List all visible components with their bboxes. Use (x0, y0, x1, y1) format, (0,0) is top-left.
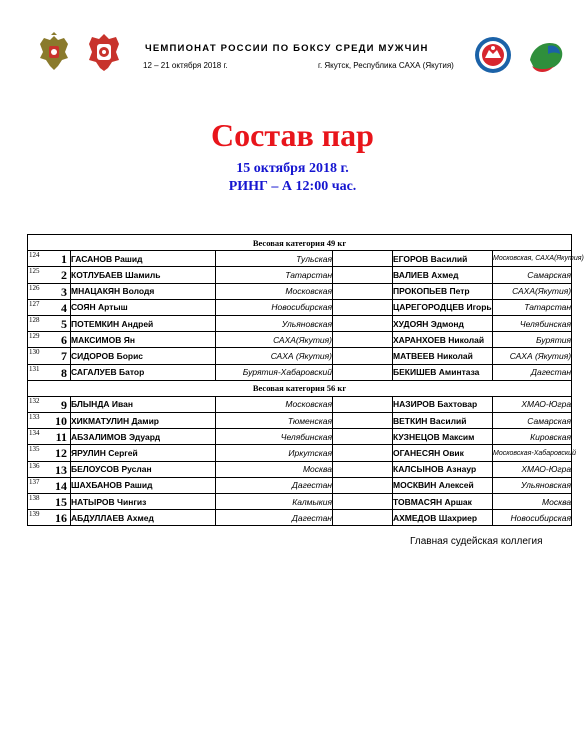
championship-place: г. Якутск, Республика САХА (Якутия) (318, 61, 454, 70)
bout-separator (333, 477, 393, 493)
bout-number-cell (28, 267, 71, 283)
bout-index: 135 (29, 445, 40, 454)
bout-row (28, 413, 572, 429)
bout-number: 2 (61, 268, 67, 283)
bout-index: 126 (29, 283, 40, 292)
red-corner-region: Дагестан (216, 510, 333, 526)
red-corner-boxer: БЕЛОУСОВ Руслан (71, 461, 216, 477)
bout-separator (333, 332, 393, 348)
bout-number: 14 (55, 478, 67, 493)
blue-corner-boxer: ВЕТКИН Василий (393, 413, 493, 429)
bout-index: 128 (29, 315, 40, 324)
red-corner-region: Тульская (216, 251, 333, 267)
blue-corner-boxer: ТОВМАСЯН Аршак (393, 494, 493, 510)
bout-number-cell (28, 461, 71, 477)
bout-row (28, 364, 572, 380)
bout-separator (333, 299, 393, 315)
bout-index: 131 (29, 364, 40, 373)
ring-time: РИНГ – А 12:00 час. (228, 179, 357, 194)
bout-separator (333, 267, 393, 283)
bout-number-cell (28, 364, 71, 380)
blue-corner-region: ХМАО-Югра (493, 461, 572, 477)
blue-corner-region: Ульяновская (493, 477, 572, 493)
red-corner-boxer: МНАЦАКЯН Володя (71, 283, 216, 299)
bout-number: 1 (61, 252, 67, 267)
bout-number-cell (28, 299, 71, 315)
red-corner-region: Татарстан (216, 267, 333, 283)
bout-number-cell (28, 445, 71, 461)
blue-corner-region: ХМАО-Югра (493, 396, 572, 412)
blue-corner-region: Самарская (493, 267, 572, 283)
blue-corner-region: Самарская (493, 413, 572, 429)
bout-row (28, 461, 572, 477)
bout-number: 13 (55, 462, 67, 477)
red-corner-region: Калмыкия (216, 494, 333, 510)
bout-index: 133 (29, 413, 40, 422)
bout-number-cell (28, 251, 71, 267)
bout-row (28, 267, 572, 283)
yakutsk-emblem-icon (474, 36, 512, 74)
page-title: Состав пар (211, 117, 374, 153)
bout-number-cell (28, 396, 71, 412)
bout-number-cell (28, 477, 71, 493)
blue-corner-region: Московская, САХА(Якутия) (493, 251, 572, 267)
blue-corner-boxer: КУЗНЕЦОВ Максим (393, 429, 493, 445)
blue-corner-region: Новосибирская (493, 510, 572, 526)
bout-row (28, 348, 572, 364)
weight-category: Весовая категория 56 кг (28, 380, 572, 396)
red-corner-boxer: СИДОРОВ Борис (71, 348, 216, 364)
red-corner-boxer: ЯРУЛИН Сергей (71, 445, 216, 461)
blue-corner-region: Бурятия (493, 332, 572, 348)
bout-number: 4 (61, 300, 67, 315)
blue-corner-boxer: МОСКВИН Алексей (393, 477, 493, 493)
bout-index: 132 (29, 396, 40, 405)
bout-row (28, 494, 572, 510)
bout-separator (333, 413, 393, 429)
boxing-federation-emblem-icon (86, 32, 122, 72)
red-corner-region: Москва (216, 461, 333, 477)
bout-number: 11 (55, 430, 67, 445)
blue-corner-region: Московская-Хабаровский (493, 445, 572, 461)
bout-number-cell (28, 413, 71, 429)
bout-number-cell (28, 510, 71, 526)
red-corner-boxer: ПОТЕМКИН Андрей (71, 315, 216, 331)
bout-separator (333, 445, 393, 461)
red-corner-region: Дагестан (216, 477, 333, 493)
bout-separator (333, 283, 393, 299)
blue-corner-region: САХА (Якутия) (493, 348, 572, 364)
bout-row (28, 251, 572, 267)
bout-index: 130 (29, 348, 40, 357)
bout-separator (333, 510, 393, 526)
category-row (28, 380, 572, 396)
bout-index: 127 (29, 299, 40, 308)
bout-separator (333, 494, 393, 510)
bout-separator (333, 251, 393, 267)
blue-corner-region: САХА(Якутия) (493, 283, 572, 299)
bout-row (28, 315, 572, 331)
bout-number: 5 (61, 316, 67, 331)
bout-row (28, 332, 572, 348)
bout-index: 136 (29, 461, 40, 470)
bout-separator (333, 315, 393, 331)
bout-number: 10 (55, 414, 67, 429)
bout-row (28, 283, 572, 299)
bout-index: 125 (29, 267, 40, 276)
bout-separator (333, 364, 393, 380)
bout-number-cell (28, 348, 71, 364)
bout-row (28, 445, 572, 461)
red-corner-boxer: МАКСИМОВ Ян (71, 332, 216, 348)
red-corner-boxer: ГАСАНОВ Рашид (71, 251, 216, 267)
blue-corner-region: Дагестан (493, 364, 572, 380)
red-corner-boxer: СОЯН Артыш (71, 299, 216, 315)
bout-index: 139 (29, 510, 40, 519)
red-corner-region: САХА (Якутия) (216, 348, 333, 364)
bout-number-cell (28, 283, 71, 299)
bout-index: 129 (29, 332, 40, 341)
red-corner-boxer: БЛЫНДА Иван (71, 396, 216, 412)
red-corner-boxer: ШАХБАНОВ Рашид (71, 477, 216, 493)
pairs-table (27, 234, 584, 526)
bird-emblem-icon (526, 36, 566, 76)
bout-row (28, 510, 572, 526)
blue-corner-boxer: ВАЛИЕВ Ахмед (393, 267, 493, 283)
red-corner-boxer: НАТЫРОВ Чингиз (71, 494, 216, 510)
blue-corner-region: Татарстан (493, 299, 572, 315)
blue-corner-boxer: КАЛСЫНОВ Азнаур (393, 461, 493, 477)
red-corner-region: САХА(Якутия) (216, 332, 333, 348)
blue-corner-region: Москва (493, 494, 572, 510)
red-corner-boxer: АБДУЛЛАЕВ Ахмед (71, 510, 216, 526)
bout-separator (333, 461, 393, 477)
document-header (0, 0, 585, 80)
bout-separator (333, 396, 393, 412)
red-corner-boxer: АБЗАЛИМОВ Эдуард (71, 429, 216, 445)
bout-row (28, 299, 572, 315)
red-corner-region: Ульяновская (216, 315, 333, 331)
bout-number: 9 (61, 397, 67, 412)
blue-corner-region: Челябинская (493, 315, 572, 331)
blue-corner-region: Кировская (493, 429, 572, 445)
bout-index: 124 (29, 251, 40, 260)
red-corner-region: Иркутская (216, 445, 333, 461)
red-corner-boxer: КОТЛУБАЕВ Шамиль (71, 267, 216, 283)
bout-index: 134 (29, 429, 40, 438)
bout-separator (333, 429, 393, 445)
red-corner-region: Челябинская (216, 429, 333, 445)
bout-number-cell (28, 429, 71, 445)
bout-number-cell (28, 494, 71, 510)
bout-number-cell (28, 332, 71, 348)
bout-row (28, 396, 572, 412)
red-corner-region: Московская (216, 283, 333, 299)
bout-number: 16 (55, 511, 67, 526)
blue-corner-boxer: НАЗИРОВ Бахтовар (393, 396, 493, 412)
blue-corner-boxer: ХУДОЯН Эдмонд (393, 315, 493, 331)
red-corner-region: Новосибирская (216, 299, 333, 315)
event-date: 15 октября 2018 г. (236, 161, 349, 176)
blue-corner-boxer: ОГАНЕСЯН Овик (393, 445, 493, 461)
bout-number-cell (28, 315, 71, 331)
footer-signature: Главная судейская коллегия (410, 536, 543, 547)
weight-category: Весовая категория 49 кг (28, 235, 572, 251)
red-corner-region: Бурятия-Хабаровский (216, 364, 333, 380)
red-corner-region: Тюменская (216, 413, 333, 429)
championship-title: ЧЕМПИОНАТ РОССИИ ПО БОКСУ СРЕДИ МУЖЧИН (145, 43, 429, 54)
bout-number: 6 (61, 333, 67, 348)
bout-number: 15 (55, 495, 67, 509)
bout-separator (333, 348, 393, 364)
bout-index: 138 (29, 494, 40, 502)
red-corner-boxer: САГАЛУЕВ Батор (71, 364, 216, 380)
bout-row (28, 429, 572, 445)
blue-corner-boxer: ПРОКОПЬЕВ Петр (393, 283, 493, 299)
bout-index: 137 (29, 477, 40, 486)
bout-number: 8 (61, 365, 67, 380)
red-corner-region: Московская (216, 396, 333, 412)
blue-corner-boxer: БЕКИШЕВ Аминтаза (393, 364, 493, 380)
bout-number: 7 (61, 349, 67, 364)
russia-coat-of-arms-icon (36, 32, 72, 72)
bout-row (28, 477, 572, 493)
blue-corner-boxer: ЦАРЕГОРОДЦЕВ Игорь (393, 299, 493, 315)
bout-number: 3 (61, 284, 67, 299)
blue-corner-boxer: МАТВЕЕВ Николай (393, 348, 493, 364)
blue-corner-boxer: АХМЕДОВ Шахриер (393, 510, 493, 526)
blue-corner-boxer: ХАРАНХОЕВ Николай (393, 332, 493, 348)
category-row (28, 235, 572, 251)
championship-dates: 12 – 21 октября 2018 г. (143, 61, 228, 70)
red-corner-boxer: ХИКМАТУЛИН Дамир (71, 413, 216, 429)
blue-corner-boxer: ЕГОРОВ Василий (393, 251, 493, 267)
bout-number: 12 (55, 446, 67, 461)
